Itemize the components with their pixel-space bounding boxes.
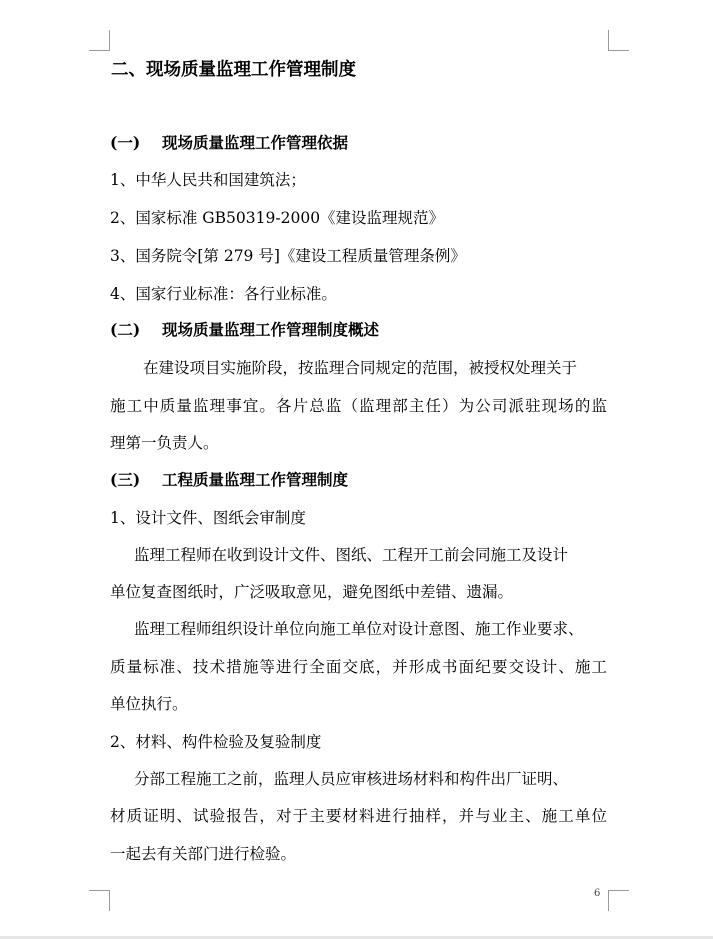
margin-corner-bottom-right xyxy=(608,890,629,911)
item2-para-line-3: 一起去有关部门进行检验。 xyxy=(110,845,297,863)
subsection-number: (三) xyxy=(110,470,141,489)
page-number: 6 xyxy=(594,888,601,899)
subsection-number: (一) xyxy=(110,133,141,152)
subsection-heading-1 xyxy=(110,133,348,153)
overview-line-3: 理第一负责人。 xyxy=(110,434,219,452)
item2-para-line-2: 材质证明、试验报告，对于主要材料进行抽样，并与业主、施工单位 xyxy=(110,807,607,825)
overview-line-2: 施工中质量监理事宜。各片总监（监理部主任）为公司派驻现场的监 xyxy=(110,397,607,415)
item1-title: 1、设计文件、图纸会审制度 xyxy=(110,509,306,527)
item2-para-line-1: 分部工程施工之前，监理人员应审核进场材料和构件出厂证明、 xyxy=(134,770,569,788)
basis-item-3: 3、国务院令[第 279 号]《建设工程质量管理条例》 xyxy=(110,247,466,265)
subsection-title: 工程质量监理工作管理制度 xyxy=(162,470,349,489)
overview-line-1: 在建设项目实施阶段，按监理合同规定的范围，被授权处理关于 xyxy=(143,359,578,377)
margin-corner-top-right xyxy=(608,30,629,51)
basis-item-1: 1、中华人民共和国建筑法； xyxy=(110,171,306,189)
section-title: 二、现场质量监理工作管理制度 xyxy=(111,60,356,80)
item1-para1-line-2: 单位复查图纸时，广泛吸取意见，避免图纸中差错、遗漏。 xyxy=(110,583,514,601)
margin-corner-bottom-left xyxy=(89,890,110,911)
subsection-title: 现场质量监理工作管理制度概述 xyxy=(162,320,380,339)
basis-item-2: 2、国家标准 GB50319-2000《建设监理规范》 xyxy=(110,209,445,227)
subsection-heading-3 xyxy=(110,470,348,490)
item1-para2-line-2: 质量标准、技术措施等进行全面交底，并形成书面纪要交设计、施工 xyxy=(110,658,607,676)
item2-title: 2、材料、构件检验及复验制度 xyxy=(110,733,322,751)
subsection-heading-2 xyxy=(110,320,379,340)
subsection-number: (二) xyxy=(110,320,141,339)
margin-corner-top-left xyxy=(89,30,110,51)
basis-item-4: 4、国家行业标准：各行业标准。 xyxy=(110,285,337,303)
item1-para1-line-1: 监理工程师在收到设计文件、图纸、工程开工前会同施工及设计 xyxy=(134,546,569,564)
item1-para2-line-3: 单位执行。 xyxy=(110,695,188,713)
subsection-title: 现场质量监理工作管理依据 xyxy=(162,133,349,152)
item1-para2-line-1: 监理工程师组织设计单位向施工单位对设计意图、施工作业要求、 xyxy=(134,620,584,638)
